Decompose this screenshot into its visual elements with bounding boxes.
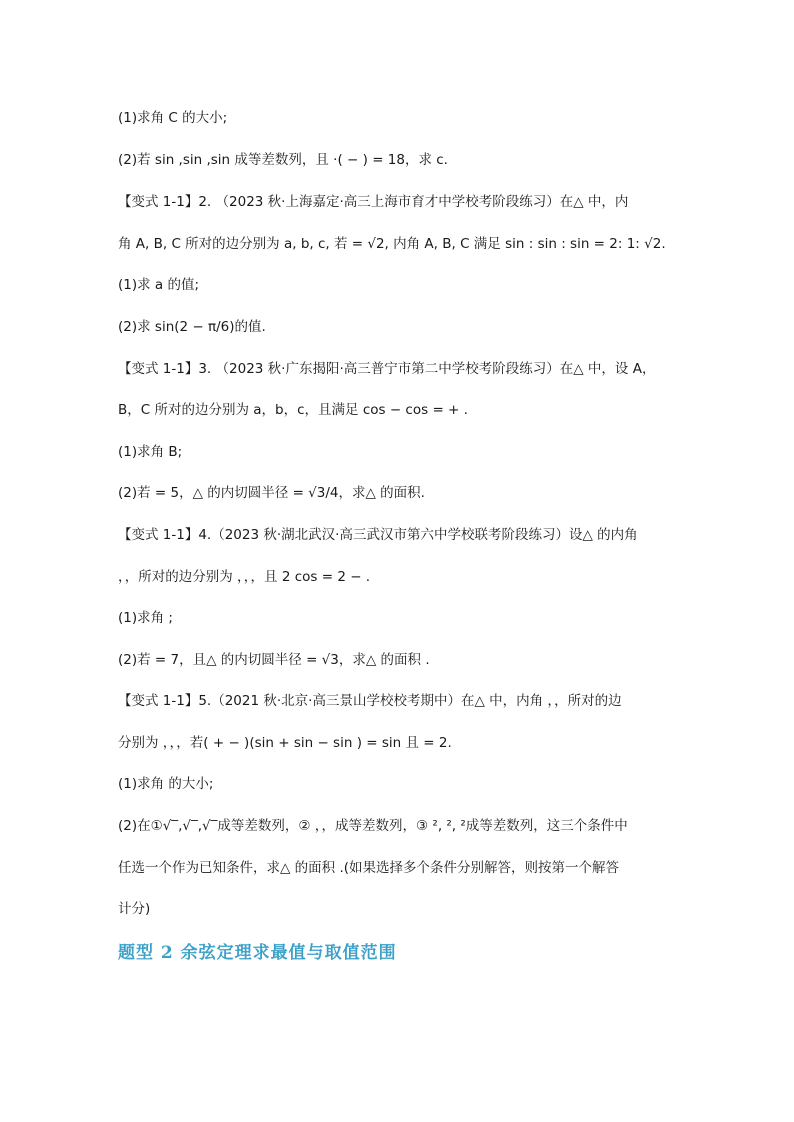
- text-line: 角 A, B, C 所对的边分别为 a, b, c, 若 = √2, 内角 A, B, C 满足 sin : sin : sin = 2: 1: √2.: [118, 236, 666, 252]
- text-line: (2)若 = 7，且△ 的内切圆半径 = √3，求△ 的面积 .: [118, 652, 430, 668]
- text-line: 【变式 1-1】2. （2023 秋·上海嘉定·高三上海市育才中学校考阶段练习）在△ 中，内: [118, 194, 629, 210]
- text-line: (2)在①√‾,√‾,√‾成等差数列，② ，，成等差数列，③ ², ², ²成等差数列，这三个条件中: [118, 818, 628, 834]
- text-line: (1)求 a 的值;: [118, 277, 200, 293]
- text-line: (1)求角 ;: [118, 610, 173, 626]
- text-line: 计分): [118, 901, 151, 917]
- text-line: ，，所对的边分别为 ，，，且 2 cos = 2 − .: [118, 569, 371, 585]
- section-heading: 题型 2 余弦定理求最值与取值范围: [118, 943, 397, 963]
- text-line: 【变式 1-1】3. （2023 秋·广东揭阳·高三普宁市第二中学校考阶段练习）在△ 中，设 A，: [118, 361, 656, 377]
- text-line: 分别为 ，，，若( + − )(sin + sin − sin ) = sin 且 = 2.: [118, 735, 452, 751]
- text-line: B，C 所对的边分别为 a，b，c，且满足 cos − cos = + .: [118, 402, 468, 418]
- text-line: 【变式 1-1】4.（2023 秋·湖北武汉·高三武汉市第六中学校联考阶段练习）设△ 的内角: [118, 527, 638, 543]
- text-line: (1)求角 C 的大小;: [118, 110, 228, 126]
- text-line: (1)求角 的大小;: [118, 776, 214, 792]
- text-line: (1)求角 B;: [118, 444, 183, 460]
- text-line: 任选一个作为已知条件，求△ 的面积 .(如果选择多个条件分别解答，则按第一个解答: [118, 860, 620, 876]
- text-line: (2)求 sin(2 − π/6)的值.: [118, 319, 266, 335]
- text-line: (2)若 sin ,sin ,sin 成等差数列，且 ·( − ) = 18，求 c.: [118, 152, 448, 168]
- text-line: (2)若 = 5，△ 的内切圆半径 = √3/4，求△ 的面积.: [118, 485, 425, 501]
- text-line: 【变式 1-1】5.（2021 秋·北京·高三景山学校校考期中）在△ 中，内角 ，，所对的边: [118, 693, 622, 709]
